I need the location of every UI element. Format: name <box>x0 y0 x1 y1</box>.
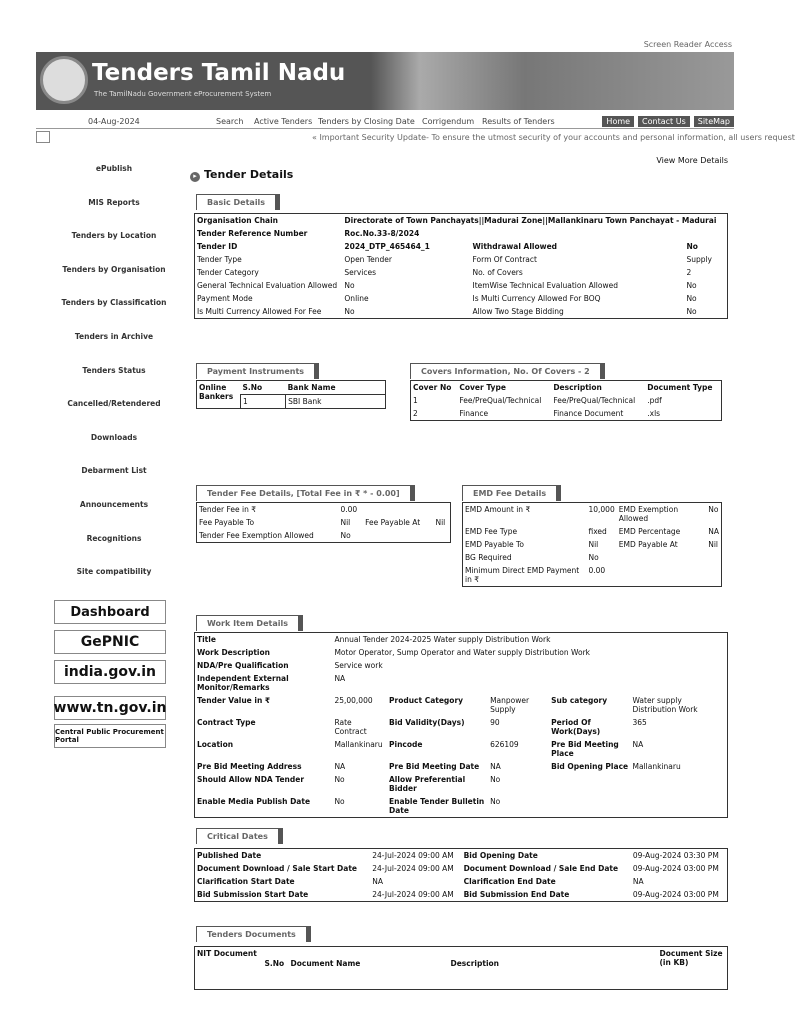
section-tab: Tenders Documents <box>196 926 311 942</box>
cell: Pre Bid Meeting Address <box>197 762 302 771</box>
cell: .xls <box>647 409 661 418</box>
emd-table <box>462 502 722 587</box>
sidebar-item[interactable]: Downloads <box>90 432 138 442</box>
cell: Should Allow NDA Tender <box>197 775 305 784</box>
cell: Tender Fee Exemption Allowed <box>199 531 314 540</box>
view-more-link[interactable]: View More Details <box>656 156 728 165</box>
cell: NA <box>632 740 644 749</box>
cell: Mallankinaru <box>334 740 383 749</box>
cell: No <box>490 797 501 806</box>
cell <box>433 529 450 543</box>
cell: Published Date <box>197 851 262 860</box>
cell: Clarification Start Date <box>197 877 295 886</box>
sidebar-item[interactable]: Recognitions <box>86 533 142 543</box>
nav-closing[interactable]: Tenders by Closing Date <box>318 117 415 126</box>
cell: Nil <box>588 540 599 549</box>
home-link[interactable]: Home <box>602 116 634 127</box>
nav-corrigendum[interactable]: Corrigendum <box>422 117 475 126</box>
cell: Allow Preferential Bidder <box>389 775 466 793</box>
cell: Contract Type <box>197 718 256 727</box>
cell <box>433 503 450 517</box>
cell: Tender ID <box>197 242 238 251</box>
logo-link[interactable]: Dashboard <box>54 600 166 624</box>
tender-fee-table <box>196 502 451 543</box>
cell: 09-Aug-2024 03:30 PM <box>632 851 719 860</box>
cell: Period Of Work(Days) <box>551 718 601 736</box>
covers-table <box>410 380 722 421</box>
cell: Pincode <box>389 740 423 749</box>
cell: NA <box>334 762 346 771</box>
sitemap-link[interactable]: SiteMap <box>694 116 734 127</box>
cell: fixed <box>588 527 607 536</box>
logo-link[interactable]: www.tn.gov.in <box>54 696 166 720</box>
cell: 1 <box>413 396 418 405</box>
cell: Tender Reference Number <box>197 229 308 238</box>
cell: No. of Covers <box>472 268 523 277</box>
cell: Motor Operator, Sump Operator and Water supply Distribution Work <box>334 648 591 657</box>
logo-link[interactable]: GePNIC <box>54 630 166 654</box>
cell: Nil <box>435 518 446 527</box>
cell: Rate Contract <box>334 718 367 736</box>
cell: Enable Tender Bulletin Date <box>389 797 485 815</box>
nav-results[interactable]: Results of Tenders <box>482 117 555 126</box>
work-item-table <box>194 632 728 818</box>
cell: Supply <box>686 255 712 264</box>
cell: Is Multi Currency Allowed For BOQ <box>472 294 601 303</box>
top-nav <box>36 115 734 129</box>
nav-search[interactable]: Search <box>216 117 244 126</box>
site-title: Tenders Tamil Nadu <box>92 60 346 86</box>
cell: Manpower Supply <box>490 696 530 714</box>
cell: Bid Submission Start Date <box>197 890 309 899</box>
cell: No <box>490 775 501 784</box>
cell: 626109 <box>490 740 519 749</box>
cell: Roc.No.33-8/2024 <box>344 229 420 238</box>
cell: NA <box>632 877 644 886</box>
site-subtitle: The TamilNadu Government eProcurement System <box>94 90 272 98</box>
section-tab: EMD Fee Details <box>462 485 561 501</box>
cell: Services <box>344 268 377 277</box>
sidebar-item[interactable]: ePublish <box>95 164 133 173</box>
section-tab: Tender Fee Details, [Total Fee in ₹ * - 0.00] <box>196 485 415 501</box>
emblem-icon <box>40 56 88 104</box>
cell: NA <box>334 674 346 683</box>
cell: Enable Media Publish Date <box>197 797 311 806</box>
cell: 2 <box>686 268 692 277</box>
cell: Bid Submission End Date <box>463 890 570 899</box>
cell: EMD Amount in ₹ <box>465 505 531 514</box>
cell: Payment Mode <box>197 294 253 303</box>
date-label: 04-Aug-2024 <box>88 117 140 126</box>
cell: EMD Exemption Allowed <box>618 505 679 523</box>
cell: Tender Category <box>197 268 259 277</box>
sidebar-item[interactable]: Tenders by Organisation <box>62 264 166 274</box>
sidebar-item[interactable]: Cancelled/Retendered <box>67 399 161 409</box>
cell: EMD Payable To <box>465 540 524 549</box>
cell: NDA/Pre Qualification <box>197 661 289 670</box>
cell: Fee/PreQual/Technical <box>459 396 542 405</box>
document-icon[interactable] <box>36 131 50 143</box>
cell: Withdrawal Allowed <box>472 242 558 251</box>
cell: 365 <box>632 718 647 727</box>
site-header <box>36 52 734 110</box>
cell: EMD Payable At <box>618 540 678 549</box>
documents-table: NIT Document S.No Document Name Description Document Size (in KB) <box>194 946 728 990</box>
payment-table: Online Bankers S.No Bank Name 1 SBI Bank <box>196 380 386 409</box>
section-tab: Payment Instruments <box>196 363 319 379</box>
screen-reader-link[interactable]: Screen Reader Access <box>643 40 732 49</box>
cell: 24-Jul-2024 09:00 AM <box>372 864 454 873</box>
cell <box>706 551 721 564</box>
cell: 24-Jul-2024 09:00 AM <box>372 851 454 860</box>
sidebar-item[interactable]: MIS Reports <box>88 197 140 207</box>
cell: Location <box>197 740 234 749</box>
cell: Water supply Distribution Work <box>632 696 698 714</box>
cell: Allow Two Stage Bidding <box>472 307 564 316</box>
cell: 10,000 <box>588 505 615 514</box>
cell: Fee Payable To <box>199 518 255 527</box>
cell: No <box>686 281 697 290</box>
cell: Clarification End Date <box>463 877 556 886</box>
sidebar-item[interactable]: Tenders by Location <box>71 231 157 241</box>
cell: Tender Fee in ₹ <box>199 505 257 514</box>
basic-details-table <box>194 213 728 319</box>
section-tab: Work Item Details <box>196 615 303 631</box>
cell: NA <box>372 877 383 886</box>
logo-link[interactable]: Central Public Procurement Portal <box>54 724 166 748</box>
cell: 09-Aug-2024 03:00 PM <box>632 890 719 899</box>
cell: Fee/PreQual/Technical <box>553 396 636 405</box>
cell: Finance Document <box>553 409 624 418</box>
cell: Minimum Direct EMD Payment in ₹ <box>465 566 580 584</box>
contact-link[interactable]: Contact Us <box>638 116 690 127</box>
cell: Document Type <box>647 383 713 392</box>
cell: No <box>334 775 345 784</box>
cell: Tender Type <box>197 255 242 264</box>
cell: Document Download / Sale End Date <box>463 864 619 873</box>
cell: Bid Validity(Days) <box>389 718 465 727</box>
cell: EMD Fee Type <box>465 527 518 536</box>
cell <box>617 564 707 587</box>
cell: Online <box>344 294 369 303</box>
sidebar-item[interactable]: Site compatibility <box>76 567 152 577</box>
cell: No <box>686 307 697 316</box>
cell: NA <box>708 527 719 536</box>
cell: Nil <box>340 518 351 527</box>
cell <box>363 529 433 543</box>
cell: Finance <box>459 409 489 418</box>
cell: 2 <box>413 409 418 418</box>
section-tab: Critical Dates <box>196 828 283 844</box>
sidebar-item[interactable]: Tenders Status <box>82 365 146 375</box>
cell: Organisation Chain <box>197 216 279 225</box>
cell: Tender Value in ₹ <box>197 696 271 705</box>
cell: Annual Tender 2024-2025 Water supply Distribution Work <box>334 635 551 644</box>
cell: Is Multi Currency Allowed For Fee <box>197 307 322 316</box>
critical-dates-table <box>194 848 728 902</box>
cell: Bid Opening Date <box>463 851 538 860</box>
cell: No <box>334 797 345 806</box>
cell: Open Tender <box>344 255 392 264</box>
cell: 0.00 <box>340 505 358 514</box>
cell: NA <box>490 762 501 771</box>
cell: Sub category <box>551 696 608 705</box>
cell: No <box>340 531 351 540</box>
cell: 2024_DTP_465464_1 <box>344 242 430 251</box>
cell: No <box>344 307 355 316</box>
sidebar-item[interactable]: Debarment List <box>81 466 147 476</box>
cell: 09-Aug-2024 03:00 PM <box>632 864 719 873</box>
nav-active[interactable]: Active Tenders <box>254 117 313 126</box>
cell: Title <box>197 635 216 644</box>
cell: No <box>344 281 355 290</box>
cell: Cover Type <box>459 383 506 392</box>
sidebar-item[interactable]: Tenders by Classification <box>61 298 167 308</box>
cell: ItemWise Technical Evaluation Allowed <box>472 281 618 290</box>
section-tab: Covers Information, No. Of Covers - 2 <box>410 363 605 379</box>
cell: 90 <box>490 718 500 727</box>
logo-link[interactable]: india.gov.in <box>54 660 166 684</box>
cell: Bid Opening Place <box>551 762 629 771</box>
cell: No <box>588 553 599 562</box>
cell: Mallankinaru <box>632 762 681 771</box>
cell: Nil <box>708 540 719 549</box>
cell: 0.00 <box>588 566 606 575</box>
cell: No <box>686 294 697 303</box>
cell: No <box>708 505 719 514</box>
marquee: « Important Security Update- To ensure the utmost security of your accounts and personal information, all users request <box>36 131 734 145</box>
cell: No <box>686 242 698 251</box>
cell: Document Download / Sale Start Date <box>197 864 357 873</box>
cell: Product Category <box>389 696 464 705</box>
cell: BG Required <box>465 553 512 562</box>
cell: Work Description <box>197 648 270 657</box>
cell <box>706 564 721 587</box>
cell <box>617 551 707 564</box>
cell: Directorate of Town Panchayats||Madurai Zone||Mallankinaru Town Panchayat - Madurai <box>344 216 717 225</box>
cell: General Technical Evaluation Allowed <box>197 281 338 290</box>
cell: Cover No <box>413 383 452 392</box>
cell: EMD Percentage <box>618 527 681 536</box>
cell: Independent External Monitor/Remarks <box>197 674 289 692</box>
cell: Description <box>553 383 602 392</box>
cell: 24-Jul-2024 09:00 AM <box>372 890 454 899</box>
section-tab: Basic Details <box>196 194 280 210</box>
cell: .pdf <box>647 396 662 405</box>
cell: 25,00,000 <box>334 696 373 705</box>
page-title: ▸ Tender Details <box>190 168 293 182</box>
cell: Pre Bid Meeting Date <box>389 762 480 771</box>
cell: Service work <box>334 661 383 670</box>
sidebar-item[interactable]: Tenders in Archive <box>74 332 154 341</box>
cell <box>363 503 433 517</box>
cell: Fee Payable At <box>365 518 421 527</box>
cell: Pre Bid Meeting Place <box>551 740 619 758</box>
cell: Form Of Contract <box>472 255 537 264</box>
sidebar-item[interactable]: Announcements <box>79 500 149 509</box>
